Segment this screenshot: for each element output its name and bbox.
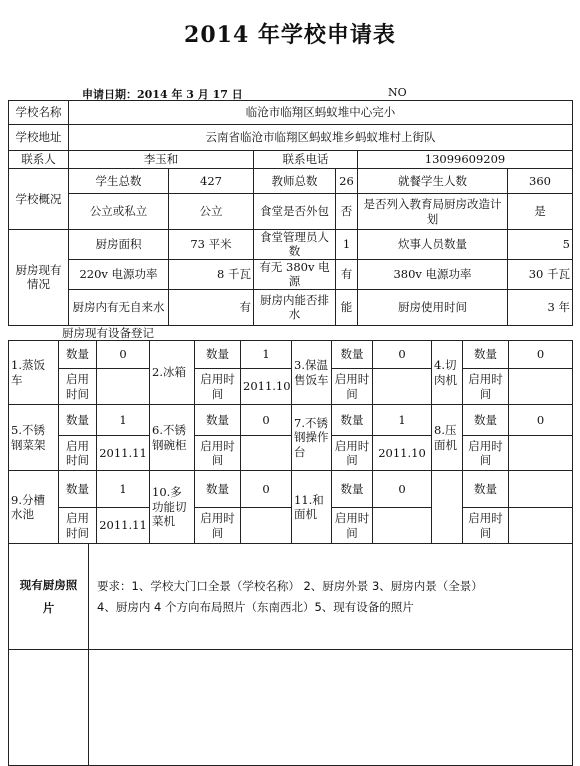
row-overview-2 [9, 194, 573, 230]
address-label: 学校地址 [9, 125, 69, 151]
phone-label: 联系电话 [254, 151, 358, 169]
equipment-qty-label: 数量 [463, 405, 509, 436]
equipment-qty-label: 数量 [195, 471, 241, 508]
teachers-label: 教师总数 [254, 169, 336, 194]
equipment-time-label: 启用时间 [59, 436, 97, 471]
photos-table [8, 543, 573, 766]
equipment-name: 8.压面机 [432, 405, 463, 471]
equipment-qty-label: 数量 [332, 471, 373, 508]
equipment-qty-label: 数量 [195, 405, 241, 436]
form-number: NO [388, 86, 407, 99]
form-title: 2014 年学校申请表 [184, 22, 396, 48]
water-label: 厨房内有无自来水 [69, 289, 169, 325]
equipment-row [9, 405, 573, 436]
cooks-value: 5 [508, 230, 573, 260]
school-info-table [8, 100, 573, 326]
equipment-row [9, 341, 573, 369]
photos-requirements [89, 544, 573, 650]
equipment-qty-value: 0 [97, 341, 150, 369]
photos-label-line2: 片 [42, 600, 55, 615]
phone-value: 13099609209 [358, 151, 573, 169]
row-kitchen-1 [9, 230, 573, 260]
row-kitchen-2 [9, 259, 573, 289]
equipment-qty-value: 0 [509, 341, 573, 369]
row-school-name [9, 101, 573, 125]
has380-value: 有 [336, 259, 358, 289]
row-photos-empty [9, 650, 573, 766]
photos-empty-left [9, 650, 89, 766]
equipment-time-value [509, 508, 573, 544]
equipment-qty-value: 0 [509, 405, 573, 436]
equipment-qty-label: 数量 [463, 471, 509, 508]
school-name-value: 临沧市临翔区蚂蚁堆中心完小 [69, 101, 573, 125]
requirements-line2: 4、厨房内 4 个方向布局照片（东南西北）5、现有设备的照片 [97, 599, 414, 614]
address-value: 云南省临沧市临翔区蚂蚁堆乡蚂蚁堆村上街队 [69, 125, 573, 151]
years-value: 3 年 [508, 289, 573, 325]
equipment-time-label: 启用时间 [332, 436, 373, 471]
equipment-qty-value: 0 [373, 341, 432, 369]
equipment-time-label: 启用时间 [332, 369, 373, 405]
equipment-name: 5.不锈钢菜架 [9, 405, 59, 471]
row-contact [9, 151, 573, 169]
p380-label: 380v 电源功率 [358, 259, 508, 289]
row-address [9, 125, 573, 151]
bureau-label: 是否列入教育局厨房改造计划 [358, 194, 508, 230]
equipment-row-time [9, 369, 573, 405]
equipment-name: 1.蒸饭车 [9, 341, 59, 405]
photos-empty-right [89, 650, 573, 766]
p220-label: 220v 电源功率 [69, 259, 169, 289]
area-value: 73 平米 [169, 230, 254, 260]
equipment-time-label: 启用时间 [463, 436, 509, 471]
equipment-row [9, 471, 573, 508]
photos-label [9, 544, 89, 650]
row-overview-1 [9, 169, 573, 194]
row-photos [9, 544, 573, 650]
public-label: 公立或私立 [69, 194, 169, 230]
equipment-qty-value: 0 [241, 471, 292, 508]
outsourced-label: 食堂是否外包 [254, 194, 336, 230]
row-kitchen-3 [9, 289, 573, 325]
school-name-label: 学校名称 [9, 101, 69, 125]
equipment-time-label: 启用时间 [332, 508, 373, 544]
students-label: 学生总数 [69, 169, 169, 194]
equipment-name: 11.和面机 [292, 471, 332, 544]
years-label: 厨房使用时间 [358, 289, 508, 325]
outsourced-value: 否 [336, 194, 358, 230]
equipment-time-value: 2011.11 [97, 436, 150, 471]
equipment-qty-value [509, 471, 573, 508]
equipment-time-value [509, 436, 573, 471]
equipment-time-label: 启用时间 [195, 508, 241, 544]
bureau-value: 是 [508, 194, 573, 230]
diners-label: 就餐学生人数 [358, 169, 508, 194]
managers-label: 食堂管理员人数 [254, 230, 336, 260]
managers-value: 1 [336, 230, 358, 260]
equipment-qty-label: 数量 [195, 341, 241, 369]
equipment-qty-label: 数量 [59, 341, 97, 369]
equipment-time-label: 启用时间 [59, 369, 97, 405]
equipment-qty-label: 数量 [59, 405, 97, 436]
equipment-qty-value: 1 [97, 471, 150, 508]
has380-label: 有无 380v 电源 [254, 259, 336, 289]
application-date: 申请日期：2014 年 3 月 17 日 [82, 88, 243, 101]
equipment-row-time [9, 508, 573, 544]
area-label: 厨房面积 [69, 230, 169, 260]
equipment-time-value [373, 508, 432, 544]
requirements-line1: 要求：1、学校大门口全景（学校名称） 2、厨房外景 3、厨房内景（全景） [97, 579, 483, 594]
students-value: 427 [169, 169, 254, 194]
equipment-time-value [241, 508, 292, 544]
equipment-qty-label: 数量 [332, 341, 373, 369]
equipment-time-value [97, 369, 150, 405]
equipment-time-label: 启用时间 [59, 508, 97, 544]
equipment-time-value [241, 436, 292, 471]
equipment-time-value: 2011.11 [97, 508, 150, 544]
equipment-table [8, 340, 573, 544]
equipment-row-time [9, 436, 573, 471]
equipment-qty-label: 数量 [463, 341, 509, 369]
equipment-qty-value: 1 [241, 341, 292, 369]
equipment-name: 6.不锈钢碗柜 [150, 405, 195, 471]
equipment-time-label: 启用时间 [463, 369, 509, 405]
p380-value: 30 千瓦 [508, 259, 573, 289]
equipment-time-value: 2011.10 [241, 369, 292, 405]
equipment-name: 4.切肉机 [432, 341, 463, 405]
equipment-section-title: 厨房现有设备登记 [62, 326, 154, 340]
equipment-name: 3.保温售饭车 [292, 341, 332, 405]
equipment-name: 2.冰箱 [150, 341, 195, 405]
equipment-time-value: 2011.10 [373, 436, 432, 471]
equipment-name: 10.多功能切菜机 [150, 471, 195, 544]
equipment-qty-value: 0 [241, 405, 292, 436]
contact-label: 联系人 [9, 151, 69, 169]
equipment-time-value [373, 369, 432, 405]
diners-value: 360 [508, 169, 573, 194]
water-value: 有 [169, 289, 254, 325]
equipment-time-label: 启用时间 [195, 369, 241, 405]
equipment-qty-value: 0 [373, 471, 432, 508]
equipment-time-label: 启用时间 [463, 508, 509, 544]
equipment-qty-value: 1 [97, 405, 150, 436]
teachers-value: 26 [336, 169, 358, 194]
drain-value: 能 [336, 289, 358, 325]
overview-label: 学校概况 [9, 169, 69, 230]
equipment-qty-label: 数量 [332, 405, 373, 436]
equipment-time-value [509, 369, 573, 405]
equipment-name: 9.分槽水池 [9, 471, 59, 544]
equipment-time-label: 启用时间 [195, 436, 241, 471]
kitchen-label: 厨房现有情况 [9, 230, 69, 326]
drain-label: 厨房内能否排水 [254, 289, 336, 325]
p220-value: 8 千瓦 [169, 259, 254, 289]
equipment-qty-value: 1 [373, 405, 432, 436]
public-value: 公立 [169, 194, 254, 230]
equipment-qty-label: 数量 [59, 471, 97, 508]
equipment-name [432, 471, 463, 544]
photos-label-line1: 现有厨房照 [19, 578, 78, 593]
cooks-label: 炊事人员数量 [358, 230, 508, 260]
equipment-name: 7.不锈钢操作台 [292, 405, 332, 471]
contact-value: 李玉和 [69, 151, 254, 169]
